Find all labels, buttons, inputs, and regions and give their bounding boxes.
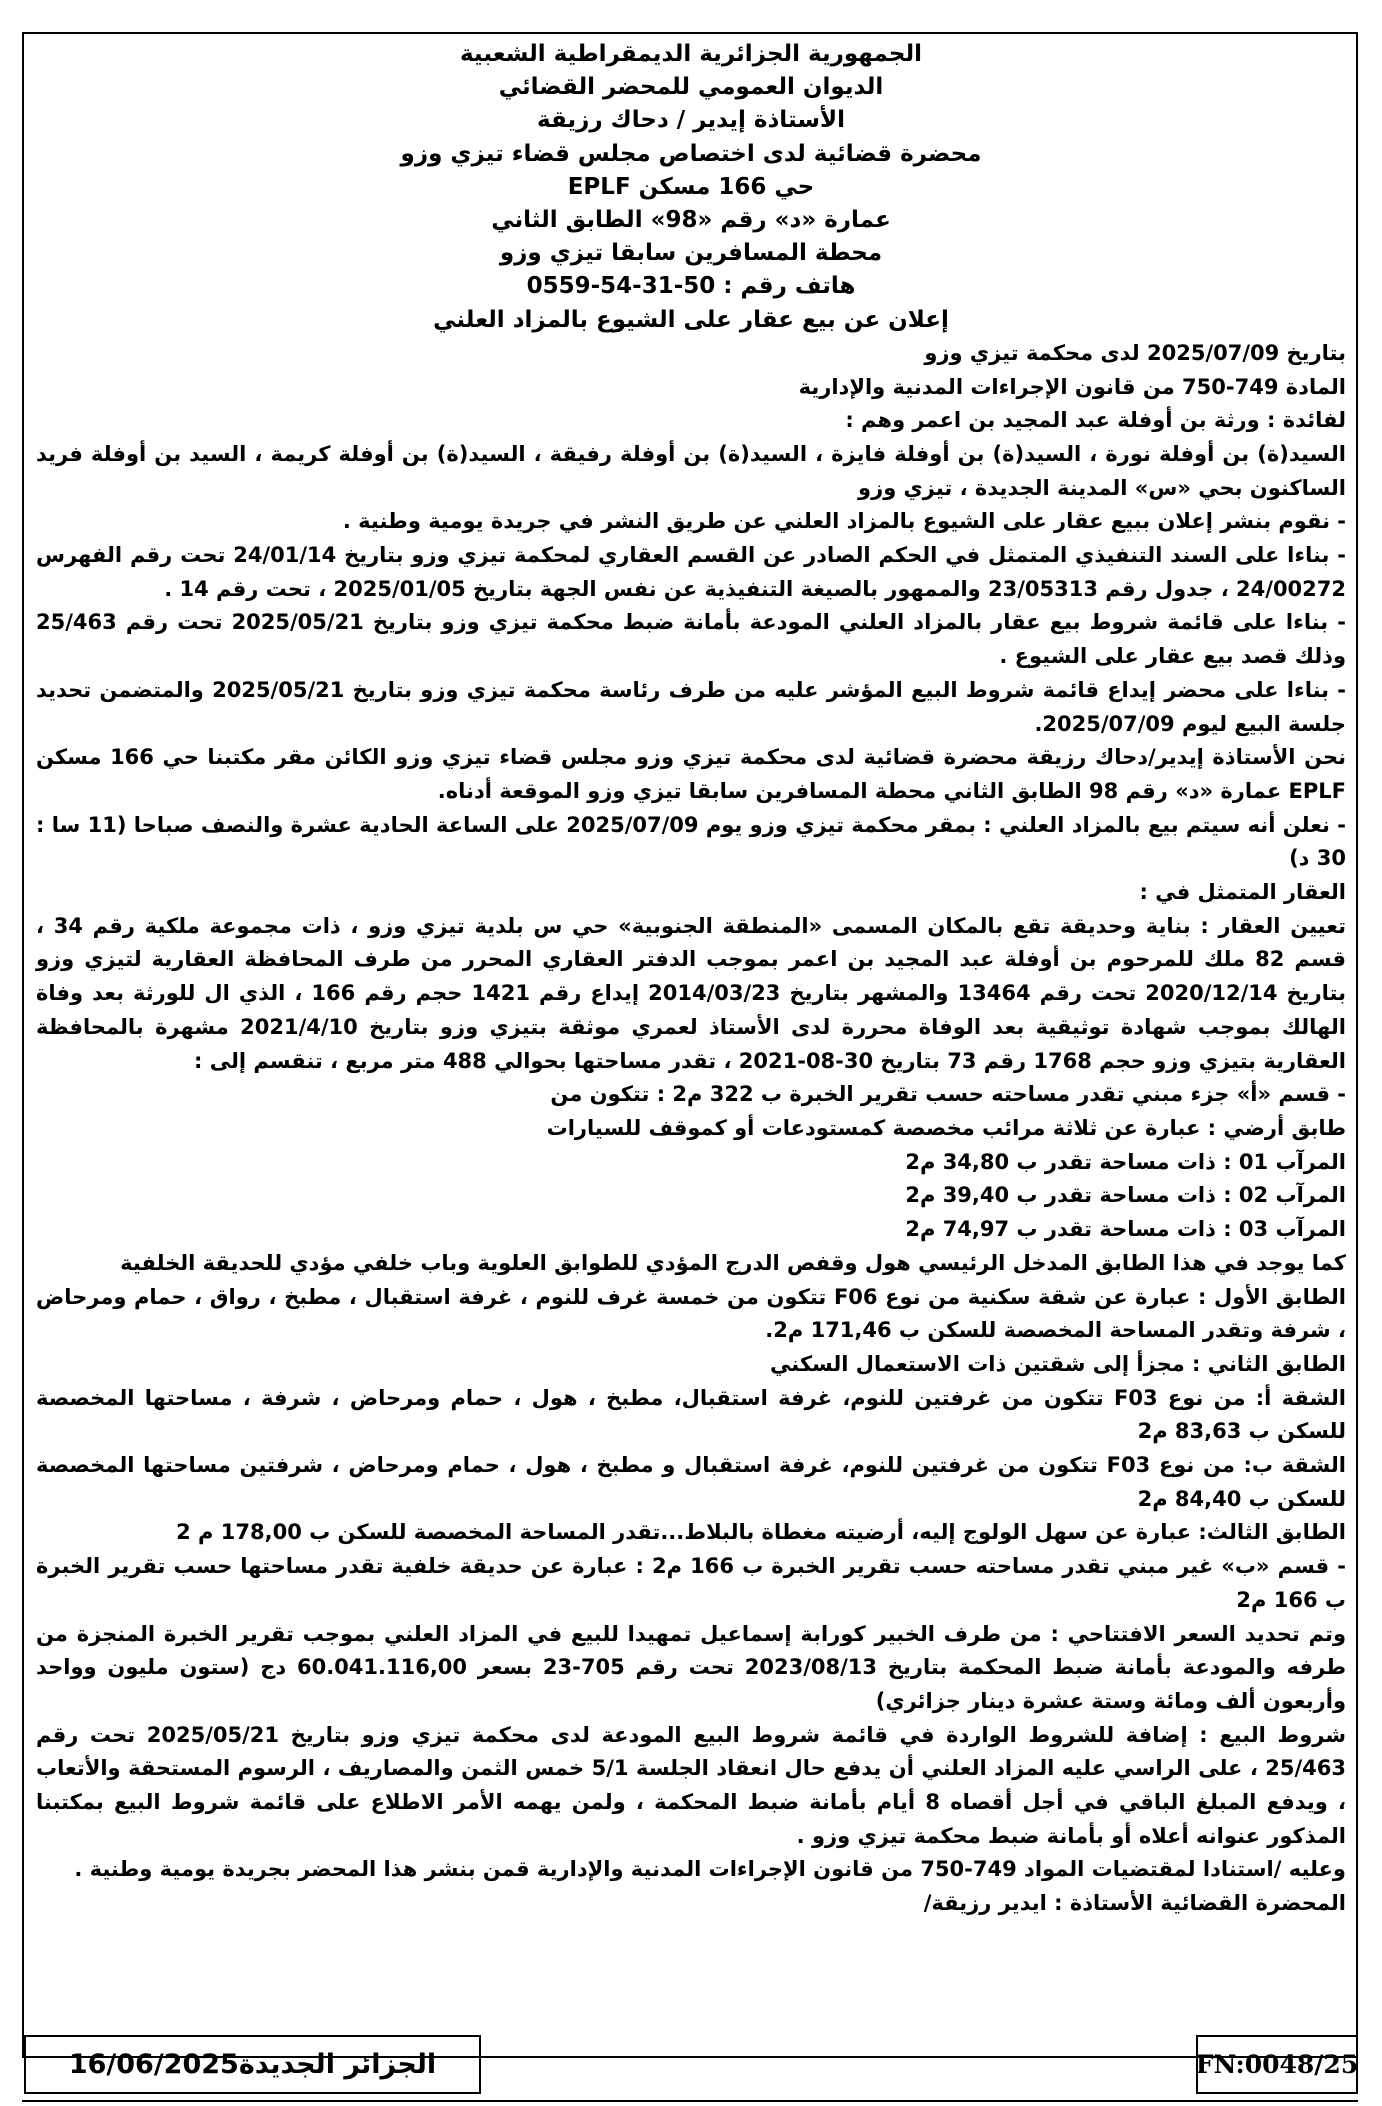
paragraph-sale-conditions: شروط البيع : إضافة للشروط الواردة في قائمة شروط البيع المودعة لدى محكمة تيزي وزو بتاريخ 2025/05/21 تحت رقم 25/463 ، على الراسي عليه المزاد العلني أن يدفع حال انعقاد الجلسة 5/1 خمس الثمن والمصاريف ، الرسوم المستحقة والأتعاب ، ويدفع المبلغ الباقي في أجل أقصاه 8 أيام بأمانة ضبط المحكمة ، ولمن يهمه الأمر الاطلاع على قائمة شروط البيع بمكتبنا المذكور عنوانه أعلاه أو بأمانة ضبط محكمة تيزي وزو . [36, 1722, 1347, 1848]
notice-body [36, 337, 1346, 1921]
paragraph-beneficiary: لفائدة : ورثة بن أوفلة عبد المجيد بن اعمر وهم : [845, 408, 1346, 433]
paragraph-date: بتاريخ 2025/07/09 لدى محكمة تيزي وزو [924, 340, 1346, 365]
notice-header [36, 38, 1346, 337]
paragraph-first-floor: الطابق الأول : عبارة عن شقة سكنية من نوع F06 تتكون من خمسة غرف للنوم ، غرفة استقبال ، مطبخ ، رواق ، حمام ومرحاض ، شرفة وتقدر المساحة المخصصة للسكن ب 171,46 م2. [36, 1284, 1346, 1343]
paragraph-opening-price: وتم تحديد السعر الافتتاحي : من طرف الخبير كورابة إسماعيل تمهيدا للبيع في المزاد العلني بموجب تقرير الخبرة المنجزة من طرفه والمودعة بأمانة ضبط المحكمة بتاريخ 2023/08/13 تحت رقم 705-23 بسعر 60.041.116,00 دج (ستون مليون وواحد وأربعون ألف ومائة وستة عشرة دينار جزائري) [36, 1621, 1347, 1713]
paragraph-section-b: - قسم «ب» غير مبني تقدر مساحته حسب تقرير الخبرة ب 166 م2 : عبارة عن حديقة خلفية تقدر مساحتها حسب تقرير الخبرة ب 166 م2 [36, 1554, 1346, 1612]
address-landmark: محطة المسافرين سابقا تيزي وزو [499, 240, 883, 267]
paragraph-publication-basis: وعليه /استنادا لمقتضيات المواد 749-750 من قانون الإجراءات المدنية والإدارية قمن بنشر هذا المحضر بجريدة يومية وطنية . [74, 1857, 1346, 1882]
paragraph-conditions-list: - بناءا على قائمة شروط بيع عقار بالمزاد العلني المودعة بأمانة ضبط محكمة تيزي وزو بتاريخ 2025/05/21 تحت رقم 25/463 وذلك قصد بيع عقار على الشيوع . [36, 610, 1346, 669]
address-district: حي 166 مسكن EPLF [567, 173, 815, 200]
paragraph-garage-2: المرآب 02 : ذات مساحة تقدر ب 39,40 م2 [905, 1183, 1346, 1208]
paragraph-second-floor: الطابق الثاني : مجزأ إلى شقتين ذات الاستعمال السكني [770, 1351, 1346, 1376]
paragraph-deposit-report: - بناءا على محضر إيداع قائمة شروط البيع المؤشر عليه من طرف رئاسة محكمة تيزي وزو بتاريخ 2025/05/21 والمتضمن تحديد جلسة البيع ليوم 2025/07/09. [36, 677, 1346, 736]
paragraph-publication: - نقوم بنشر إعلان ببيع عقار على الشيوع بالمزاد العلني عن طريق النشر في جريدة يومية وطنية . [342, 509, 1346, 534]
paragraph-enforcement-title: - بناءا على السند التنفيذي المتمثل في الحكم الصادر عن القسم العقاري لمحكمة تيزي وزو بتاريخ 24/01/14 تحت رقم الفهرس 24/00272 ، جدول رقم 23/05313 والممهور بالصيغة التنفيذية عن نفس الجهة بتاريخ 2025/01/05 ، تحت رقم 14 . [36, 543, 1346, 601]
fn-number-box: FN:0048/25 [1196, 2035, 1358, 2094]
paragraph-garage-3: المرآب 03 : ذات مساحة تقدر ب 74,97 م2 [905, 1217, 1346, 1242]
bailiff-jurisdiction: محضرة قضائية لدى اختصاص مجلس قضاء تيزي وزو [400, 140, 982, 167]
paragraph-ground-floor: طابق أرضي : عبارة عن ثلاثة مرائب مخصصة كمستودعات أو كموقف للسيارات [546, 1116, 1346, 1140]
paragraph-ground-floor-extra: كما يوجد في هذا الطابق المدخل الرئيسي هول وقفص الدرج المؤدي للطوابق العلوية وباب خلفي مؤدي للحديقة الخلفية [120, 1250, 1346, 1275]
paragraph-garage-1: المرآب 01 : ذات مساحة تقدر ب 34,80 م2 [905, 1149, 1346, 1174]
bottom-rule [22, 2100, 1358, 2102]
newspaper-date-box: الجزائر الجديدة16/06/2025 [24, 2035, 481, 2094]
phone-number: هاتف رقم : 50-31-54-0559 [526, 273, 856, 300]
paragraph-article: المادة 749-750 من قانون الإجراءات المدنية والإدارية [798, 374, 1346, 399]
republic-name: الجمهورية الجزائرية الديمقراطية الشعبية [459, 41, 923, 67]
paragraph-section-a: - قسم «أ» جزء مبني تقدر مساحته حسب تقرير الخبرة ب 322 م2 : تتكون من [550, 1082, 1346, 1107]
paragraph-auction-time: - نعلن أنه سيتم بيع بالمزاد العلني : بمقر محكمة تيزي وزو يوم 2025/07/09 على الساعة الحادية عشرة والنصف صباحا (11 سا : 30 د) [36, 812, 1346, 871]
office-name: الديوان العمومي للمحضر القضائي [498, 74, 884, 101]
notice-content [36, 38, 1346, 1921]
address-building: عمارة «د» رقم «98» الطابق الثاني [491, 207, 891, 234]
paragraph-property-description: تعيين العقار : بناية وحديقة تقع بالمكان المسمى «المنطقة الجنوبية» حي س بلدية تيزي وزو ، ذات مجموعة ملكية رقم 34 ، قسم 82 ملك للمرحوم بن أوفلة عبد المجيد بن اعمر بموجب الدفتر العقاري المحرر من طرف المحافظة العقارية لتيزي وزو بتاريخ 2020/12/14 تحت رقم 13464 والمشهر بتاريخ 2014/03/23 إيداع رقم 1421 حجم رقم 166 ، الذي ال للورثة بعد وفاة الهالك بموجب شهادة توثيقية بعد الوفاة محررة لدى الأستاذ لعمري موثقة بتيزي وزو بتاريخ 2021/4/10 مشهرة بالمحافظة العقارية بتيزي وزو حجم 1768 رقم 73 بتاريخ 30-08-2021 ، تقدر مساحتها بحوالي 488 متر مربع ، تنقسم إلى : [36, 913, 1347, 1073]
bailiff-name: الأستاذة إيدير / دحاك رزيقة [537, 107, 845, 134]
paragraph-apartment-b: الشقة ب: من نوع F03 تتكون من غرفتين للنوم، غرفة استقبال و مطبخ ، هول ، حمام ومرحاض ، شرفتين مساحتها المخصصة للسكن ب 84,40 م2 [36, 1453, 1347, 1511]
notice-title: إعلان عن بيع عقار على الشيوع بالمزاد العلني [433, 306, 949, 333]
paragraph-bailiff-statement: نحن الأستاذة إيدير/دحاك رزيقة محضرة قضائية لدى محكمة تيزي وزو مجلس قضاء تيزي وزو الكائن مقر مكتبنا حي 166 مسكن EPLF عمارة «د» رقم 98 الطابق الثاني محطة المسافرين سابقا تيزي وزو الموقعة أدناه. [36, 745, 1346, 803]
paragraph-property-heading: العقار المتمثل في : [1139, 880, 1346, 905]
paragraph-third-floor: الطابق الثالث: عبارة عن سهل الولوج إليه، أرضيته مغطاة بالبلاط...تقدر المساحة المخصصة للسكن ب 178,00 م 2 [176, 1520, 1346, 1545]
paragraph-apartment-a: الشقة أ: من نوع F03 تتكون من غرفتين للنوم، غرفة استقبال، مطبخ ، هول ، حمام ومرحاض ، شرفة ، مساحتها المخصصة للسكن ب 83,63 م2 [36, 1385, 1346, 1444]
paragraph-heirs: السيد(ة) بن أوفلة نورة ، السيد(ة) بن أوفلة فايزة ، السيد(ة) بن أوفلة رفيقة ، السيد(ة) بن أوفلة كريمة ، السيد بن أوفلة فريد الساكنون بحي «س» المدينة الجديدة ، تيزي وزو [36, 441, 1346, 500]
paragraph-signature: المحضرة القضائية الأستاذة : ايدير رزيقة/ [923, 1891, 1346, 1916]
